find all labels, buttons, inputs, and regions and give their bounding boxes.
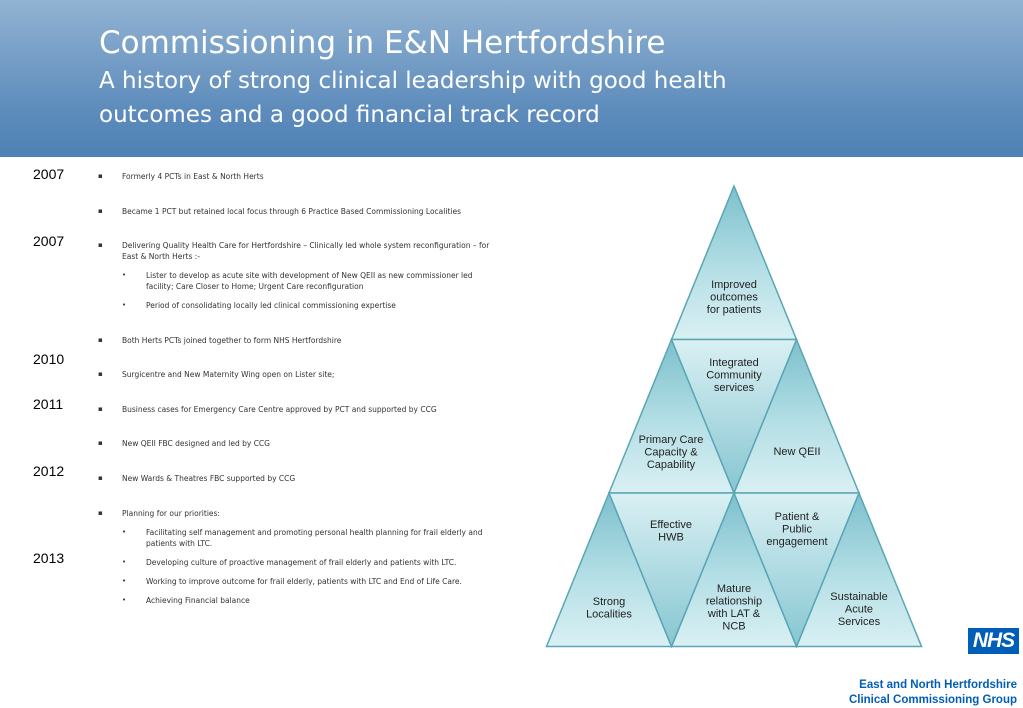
timeline-bullet: ▪ New Wards & Theatres FBC supported by CCG [98, 474, 296, 483]
timeline-bullet: ▪ Business cases for Emergency Care Centre approved by PCT and supported by CCG [98, 405, 437, 414]
pyramid-label: Improved outcomes for patients [706, 279, 762, 316]
pyramid-label: Mature relationship with LAT & NCB [705, 583, 763, 633]
year-label: 2007 [33, 166, 65, 182]
timeline-bullet: ▪ Surgicentre and New Maternity Wing open on Lister site; [98, 370, 335, 379]
timeline-sub-bullet: • Working to improve outcome for frail elderly, patients with LTC and End of Life Care. [122, 577, 462, 586]
year-label: 2011 [33, 396, 64, 412]
year-label: 2007 [33, 233, 65, 249]
pyramid-label: New QEII [773, 446, 821, 458]
timeline-sub-bullet: • Period of consolidating locally led clinical commissioning expertise [122, 301, 396, 310]
timeline-sub-bullet: • Developing culture of proactive management of frail elderly and patients with LTC. [122, 558, 457, 567]
pyramid-triangle [672, 186, 797, 340]
timeline-bullet: ▪ New QEII FBC designed and led by CCG [98, 439, 270, 448]
pyramid-label: Effective HWB [650, 519, 692, 544]
page-subtitle: A history of strong clinical leadership with good health outcomes and a good financial track record [99, 68, 727, 128]
timeline-sub-bullet: • Lister to develop as acute site with development of New QEII as new commissioner led facility; Care Closer to Home; Urgent Care reconfiguration [122, 271, 473, 291]
org-name-line1: East and North Hertfordshire [859, 679, 1017, 691]
timeline-sub-bullet: • Achieving Financial balance [122, 596, 250, 605]
nhs-logo: NHS [972, 629, 1015, 652]
timeline-bullet: ▪ Both Herts PCTs joined together to form NHS Hertfordshire [98, 336, 342, 345]
timeline-sub-bullet: • Facilitating self management and promoting personal health planning for frail elderly and patients with LTC. [122, 528, 483, 548]
timeline-bullet: ▪ Planning for our priorities: [98, 509, 220, 518]
pyramid-label: Patient & Public engagement [766, 511, 828, 548]
page-title: Commissioning in E&N Hertfordshire [99, 25, 666, 61]
timeline-bullet: ▪ Formerly 4 PCTs in East & North Herts [98, 172, 264, 181]
org-name-line2: Clinical Commissioning Group [848, 694, 1017, 706]
year-label: 2012 [33, 463, 65, 479]
year-label: 2010 [33, 351, 65, 367]
pyramid-label: Integrated Community services [706, 357, 762, 394]
timeline-bullet: ▪ Delivering Quality Health Care for Hertfordshire – Clinically led whole system reconfiguration – for East & North Herts :- [98, 241, 490, 261]
pyramid-label: Sustainable Acute Services [830, 591, 888, 628]
pyramid-label: Primary Care Capacity & Capability [638, 434, 704, 471]
timeline-bullet: ▪ Became 1 PCT but retained local focus through 6 Practice Based Commissioning Localities [98, 207, 461, 216]
year-label: 2013 [33, 550, 65, 566]
pyramid-label: Strong Localities [586, 596, 632, 621]
